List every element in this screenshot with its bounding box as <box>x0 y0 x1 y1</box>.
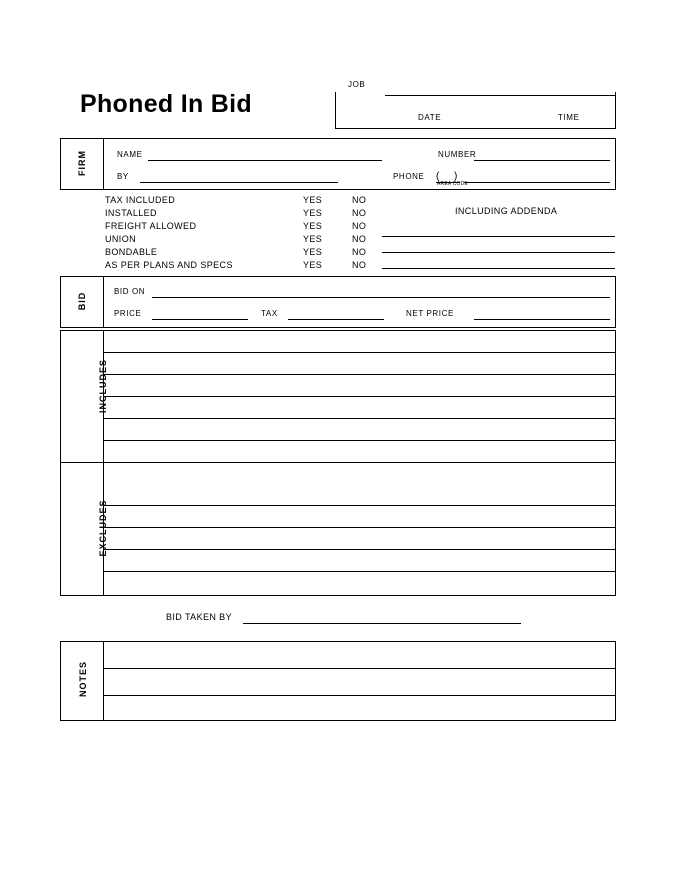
excludes-row-line-4 <box>103 571 616 572</box>
addenda-line-2[interactable] <box>382 252 615 253</box>
includes-section-label: INCLUDES <box>98 359 108 414</box>
date-box-right-border <box>615 92 616 128</box>
bid-taken-by-input-line[interactable] <box>243 623 521 624</box>
by-label: BY <box>117 172 129 181</box>
condition-no-3[interactable]: NO <box>352 234 367 244</box>
notes-section-label: NOTES <box>78 661 88 698</box>
page-title: Phoned In Bid <box>80 90 252 118</box>
phone-paren-open: ( <box>436 171 440 182</box>
condition-label-4: BONDABLE <box>105 247 158 257</box>
excludes-row-line-1 <box>103 505 616 506</box>
name-input-line[interactable] <box>148 160 382 161</box>
bid-label-divider <box>103 276 104 328</box>
condition-yes-4[interactable]: YES <box>303 247 323 257</box>
number-input-line[interactable] <box>474 160 610 161</box>
tax-label: TAX <box>261 309 278 318</box>
condition-no-5[interactable]: NO <box>352 260 367 270</box>
time-label: TIME <box>558 113 580 122</box>
phone-label: PHONE <box>393 172 425 181</box>
condition-no-1[interactable]: NO <box>352 208 367 218</box>
condition-no-2[interactable]: NO <box>352 221 367 231</box>
addenda-line-1[interactable] <box>382 236 615 237</box>
date-label: DATE <box>418 113 442 122</box>
excludes-section-label: EXCLUDES <box>98 499 108 557</box>
phone-area-hint: AREA CODE <box>437 181 468 187</box>
price-label: PRICE <box>114 309 142 318</box>
net-price-label: NET PRICE <box>406 309 454 318</box>
name-label: NAME <box>117 150 143 159</box>
condition-label-1: INSTALLED <box>105 208 157 218</box>
bid-on-label: BID ON <box>114 287 146 296</box>
firm-label-divider <box>103 138 104 190</box>
condition-label-5: AS PER PLANS AND SPECS <box>105 260 233 270</box>
price-input-line[interactable] <box>152 319 248 320</box>
bid-box <box>60 276 616 328</box>
condition-label-2: FREIGHT ALLOWED <box>105 221 197 231</box>
notes-label-divider <box>103 641 104 721</box>
includes-excludes-box <box>60 330 616 596</box>
condition-yes-1[interactable]: YES <box>303 208 323 218</box>
number-label: NUMBER <box>438 150 477 159</box>
bid-section-label: BID <box>77 291 87 311</box>
includes-row-line-2 <box>103 374 616 375</box>
condition-label-3: UNION <box>105 234 136 244</box>
job-input-line[interactable] <box>385 95 615 96</box>
condition-yes-2[interactable]: YES <box>303 221 323 231</box>
notes-row-line-2 <box>103 695 616 696</box>
condition-no-0[interactable]: NO <box>352 195 367 205</box>
includes-row-line-1 <box>103 352 616 353</box>
condition-yes-3[interactable]: YES <box>303 234 323 244</box>
date-box-left-border <box>335 92 336 128</box>
condition-yes-5[interactable]: YES <box>303 260 323 270</box>
includes-row-line-5 <box>103 440 616 441</box>
addenda-line-3[interactable] <box>382 268 615 269</box>
including-addenda-label: INCLUDING ADDENDA <box>455 206 558 216</box>
includes-row-line-4 <box>103 418 616 419</box>
by-input-line[interactable] <box>140 182 338 183</box>
date-time-underline <box>335 128 616 129</box>
notes-row-line-1 <box>103 668 616 669</box>
excludes-row-line-3 <box>103 549 616 550</box>
firm-section-label: FIRM <box>77 150 87 176</box>
includes-row-line-3 <box>103 396 616 397</box>
phone-input-line[interactable] <box>464 182 610 183</box>
tax-input-line[interactable] <box>288 319 384 320</box>
phone-paren-close: ) <box>454 171 458 182</box>
condition-no-4[interactable]: NO <box>352 247 367 257</box>
bid-on-input-line[interactable] <box>152 297 610 298</box>
net-price-input-line[interactable] <box>474 319 610 320</box>
condition-yes-0[interactable]: YES <box>303 195 323 205</box>
bid-taken-by-label: BID TAKEN BY <box>166 612 232 622</box>
condition-label-0: TAX INCLUDED <box>105 195 176 205</box>
job-label: JOB <box>348 80 366 89</box>
includes-excludes-divider <box>60 462 616 463</box>
excludes-row-line-2 <box>103 527 616 528</box>
notes-box <box>60 641 616 721</box>
